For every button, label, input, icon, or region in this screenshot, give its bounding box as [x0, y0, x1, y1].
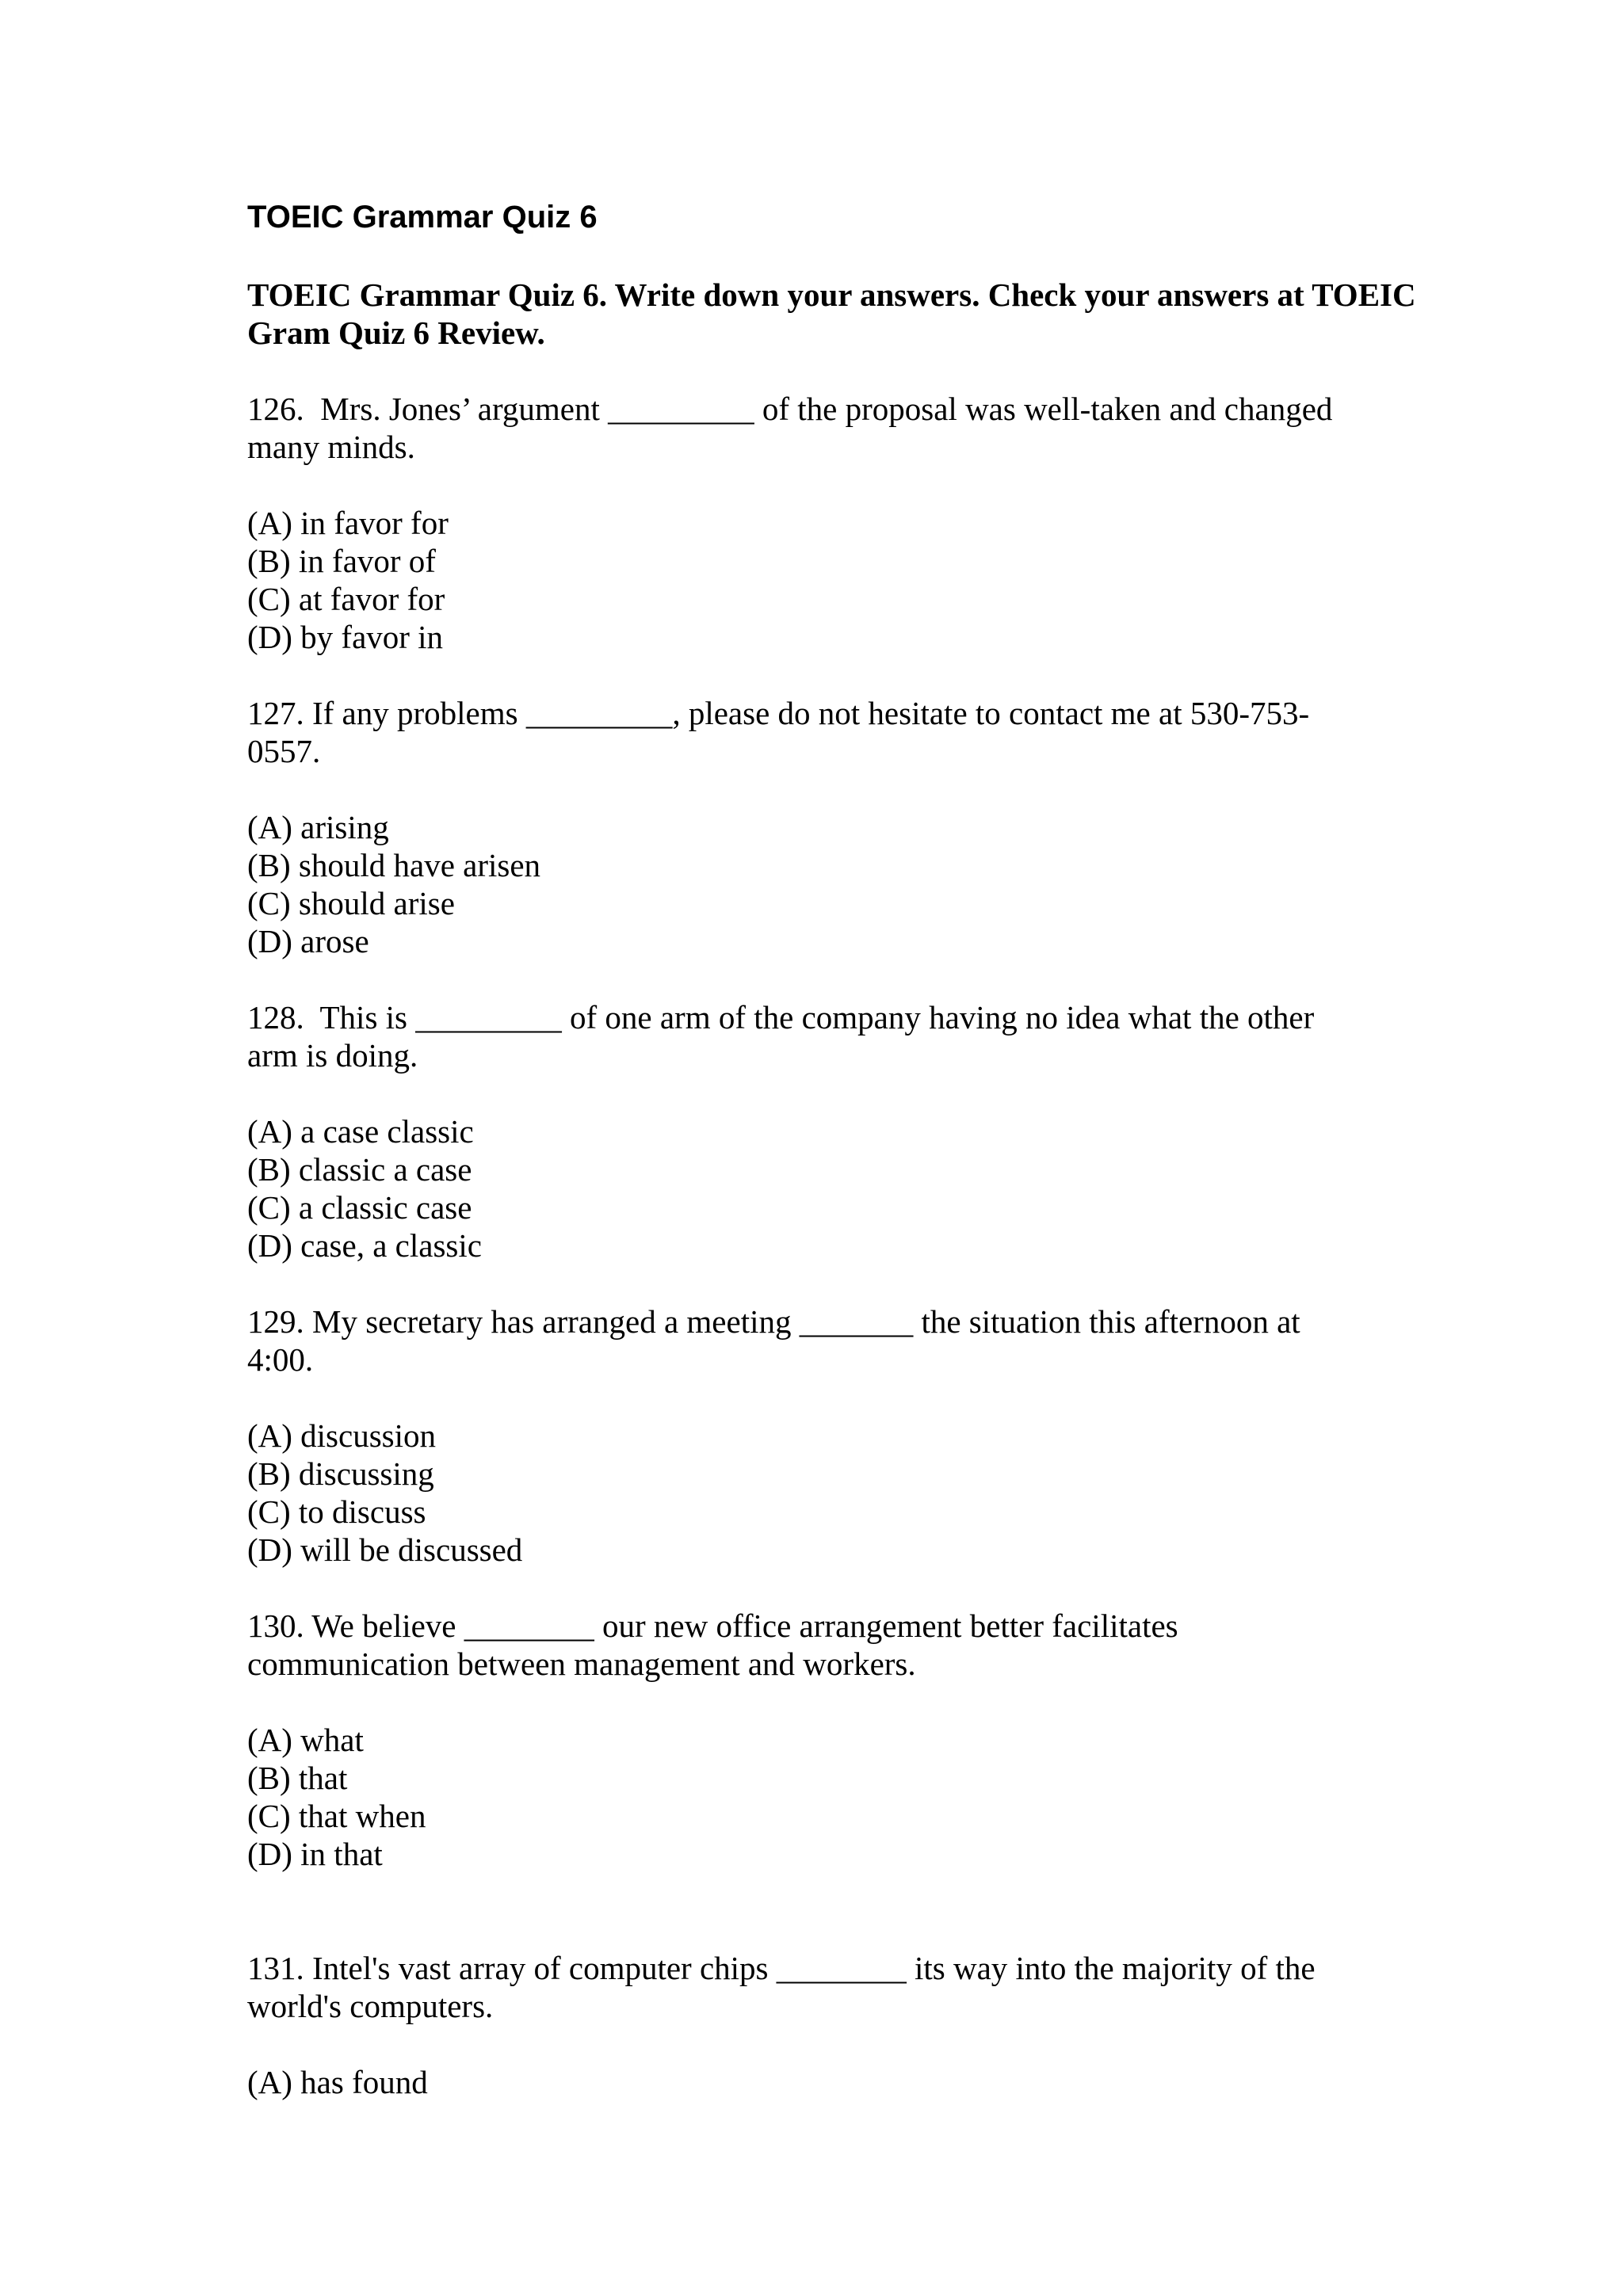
question-129 — [247, 1302, 1420, 1379]
question-stem-line: 131. Intel's vast array of computer chips ________ its way into the majority of the — [247, 1950, 1316, 1986]
answer-options-130 — [247, 1721, 1420, 1873]
question-stem-line: many minds. — [247, 429, 415, 465]
document-page — [247, 198, 1420, 2139]
page-title: TOEIC Grammar Quiz 6 — [247, 200, 598, 235]
answer-option: (A) in favor for — [247, 505, 449, 541]
answer-option: (B) classic a case — [247, 1151, 472, 1188]
answer-option: (B) in favor of — [247, 543, 436, 579]
question-130 — [247, 1607, 1420, 1683]
answer-option: (D) arose — [247, 923, 369, 959]
answer-option: (B) should have arisen — [247, 847, 541, 883]
answer-options-126 — [247, 504, 1420, 656]
question-stem-line: 127. If any problems _________, please do not hesitate to contact me at 530-753- — [247, 695, 1310, 731]
question-stem-line: arm is doing. — [247, 1037, 418, 1074]
question-131 — [247, 1949, 1420, 2025]
answer-option: (A) arising — [247, 809, 389, 845]
answer-option: (D) case, a classic — [247, 1227, 482, 1264]
answer-option: (D) will be discussed — [247, 1531, 523, 1568]
answer-options-127 — [247, 808, 1420, 960]
question-stem-line: 128. This is _________ of one arm of the company having no idea what the other — [247, 999, 1315, 1035]
answer-options-131 — [247, 2063, 1420, 2101]
answer-option: (C) a classic case — [247, 1189, 472, 1226]
answer-option: (B) discussing — [247, 1455, 434, 1492]
answer-option: (A) a case classic — [247, 1113, 474, 1150]
question-stem-line: communication between management and workers. — [247, 1646, 916, 1682]
question-stem-line: 130. We believe ________ our new office arrangement better facilitates — [247, 1608, 1178, 1644]
question-stem-line: 0557. — [247, 733, 321, 769]
question-stem-line: 4:00. — [247, 1341, 314, 1378]
answer-option: (D) in that — [247, 1836, 383, 1872]
answer-option: (C) at favor for — [247, 581, 445, 617]
question-stem-line: 126. Mrs. Jones’ argument _________ of the proposal was well-taken and changed — [247, 391, 1333, 427]
answer-options-129 — [247, 1417, 1420, 1569]
question-127 — [247, 694, 1420, 770]
answer-option: (C) to discuss — [247, 1493, 426, 1530]
answer-option: (A) what — [247, 1722, 364, 1758]
answer-option: (C) should arise — [247, 885, 455, 921]
question-stem-line: 129. My secretary has arranged a meeting _______ the situation this afternoon at — [247, 1303, 1300, 1340]
question-128 — [247, 998, 1420, 1074]
answer-option: (B) that — [247, 1760, 348, 1796]
answer-options-128 — [247, 1112, 1420, 1264]
answer-option: (A) has found — [247, 2064, 428, 2100]
answer-option: (D) by favor in — [247, 619, 444, 655]
quiz-instructions: TOEIC Grammar Quiz 6. Write down your answers. Check your answers at TOEIC Gram Quiz 6 Review. — [247, 277, 1416, 351]
answer-option: (A) discussion — [247, 1417, 437, 1454]
question-stem-line: world's computers. — [247, 1988, 494, 2024]
answer-option: (C) that when — [247, 1798, 426, 1834]
question-126 — [247, 390, 1420, 466]
